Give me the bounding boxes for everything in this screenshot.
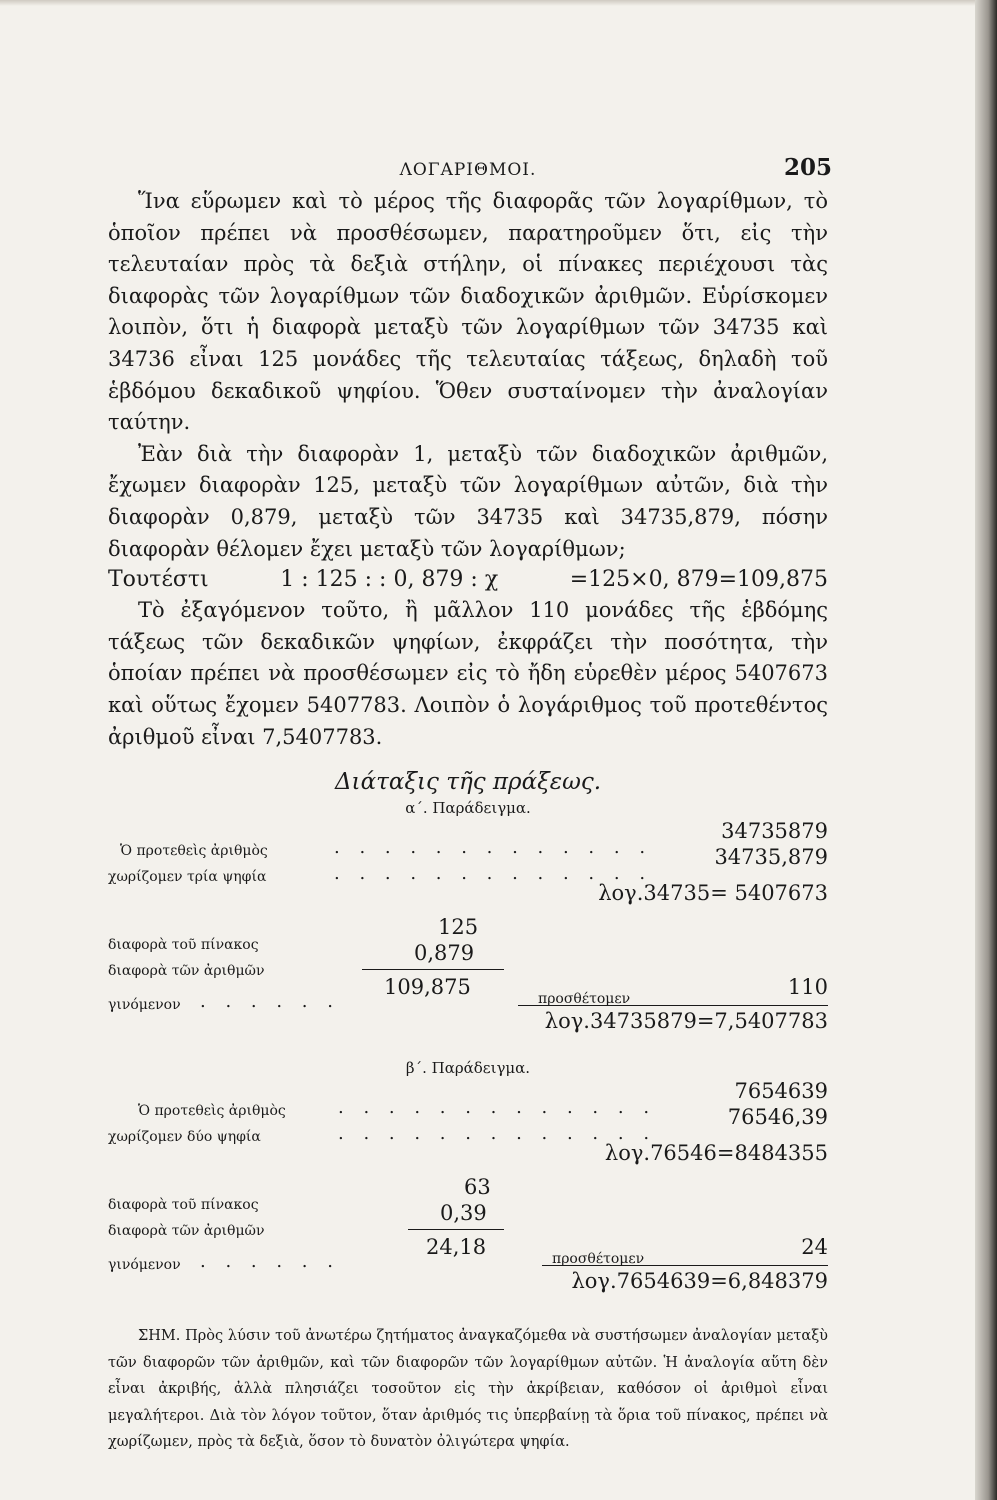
example-2-split-dots: . . . . . . . . . . . . . — [338, 1123, 657, 1145]
example-1-calculation — [108, 819, 828, 1055]
example-1-num-diff-label: διαφορὰ τῶν ἀριθμῶν — [108, 963, 265, 980]
example-2-given-value: 7654639 — [734, 1079, 828, 1104]
example-1-split-label: χωρίζομεν τρία ψηφία — [108, 869, 267, 886]
example-2-given-dots: . . . . . . . . . . . . . — [338, 1097, 657, 1119]
example-2-product-value: 24,18 — [426, 1235, 487, 1260]
example-1-log-line: λογ.34735= 5407673 — [598, 881, 828, 906]
example-1-table-diff-value: 125 — [438, 915, 479, 940]
example-2-split-value: 76546,39 — [727, 1105, 828, 1130]
page-header — [108, 150, 832, 184]
question-paragraph: Ἐὰν διὰ τὴν διαφορὰν 1, μεταξὺ τῶν διαδοχικῶν ἀριθμῶν, ἔχωμεν διαφορὰν 125, μεταξὺ τῶν λογαρίθμων αὐτῶν, διὰ τὴν διαφορὰν 0,879, μεταξὺ τῶν 34735 καὶ 34735,879, πόσην διαφορὰν θέλομεν ἔχει μεταξὺ τῶν λογαρίθμων; — [108, 441, 828, 561]
book-page — [108, 150, 832, 1456]
example-1-given-label: Ὁ προτεθεὶς ἀριθμὸς — [120, 843, 268, 860]
equation-lead: Τουτέστι — [108, 567, 209, 593]
example-1-label: α΄. Παράδειγμα. — [405, 799, 531, 818]
example-2-product-rule — [408, 1229, 504, 1230]
example-1-product-dots: . . . . . . — [200, 991, 340, 1013]
example-1-given-dots: . . . . . . . . . . . . . — [334, 837, 653, 859]
example-2-add-label: προσθέτομεν — [552, 1251, 645, 1268]
example-2-table-diff-label: διαφορὰ τοῦ πίνακος — [108, 1197, 259, 1214]
intro-paragraph: Ἵνα εὕρωμεν καὶ τὸ μέρος τῆς διαφορᾶς τῶν λογαρίθμων, τὸ ὁποῖον πρέπει νὰ προσθέσωμεν, παρατηροῦμεν ὅτι, εἰς τὴν τελευταίαν πρὸς τὰ δεξιὰ στήλην, οἱ πίνακες περιέχουσι τὰς διαφορὰς τῶν λογαρίθμων τῶν διαδοχικῶν ἀριθμῶν. Εὑρίσκομεν λοιπὸν, ὅτι ἡ διαφορὰ μεταξὺ τῶν λογαρίθμων τῶν 34735 καὶ 34736 εἶναι 125 μονάδες τῆς τελευταίας τάξεως, δηλαδὴ τοῦ ἑβδόμου δεκαδικοῦ ψηφίου. Ὅθεν συσταίνομεν τὴν ἀναλογίαν ταύτην. — [108, 189, 828, 435]
example-2-add-value: 24 — [801, 1235, 828, 1260]
equation-result: =125×0, 879=109,875 — [569, 567, 828, 593]
example-1-sum-rule — [518, 1005, 828, 1006]
example-1-add-value: 110 — [787, 975, 828, 1000]
note-paragraph: ΣΗΜ. Πρὸς λύσιν τοῦ ἀνωτέρω ζητήματος ἀναγκαζόμεθα νὰ συστήσωμεν ἀναλογίαν μεταξὺ τῶν διαφορῶν τῶν ἀριθμῶν, καὶ τῶν διαφορῶν τῶν λογαρίθμων αὐτῶν. Ἡ ἀναλογία αὕτη δὲν εἶναι ἀκριβής, ἀλλὰ πλησιάζει τοσοῦτον εἰς τὴν ἀκρίβειαν, καθόσον οἱ ἀριθμοὶ εἶναι μεγαλήτεροι. Διὰ τὸν λόγον τοῦτον, ὅταν ἀριθμός τις ὑπερβαίνῃ τὰ ὅρια τοῦ πίνακος, πρέπει νὰ χωρίζωμεν, πρὸς τὰ δεξιὰ, ὅσον τὸ δυνατὸν ὀλιγώτερα ψηφία. — [108, 1328, 828, 1451]
example-1-table-diff-label: διαφορὰ τοῦ πίνακος — [108, 937, 259, 954]
example-1-product-label: γινόμενον — [108, 997, 181, 1014]
example-2-sum-rule — [542, 1265, 828, 1266]
running-head: ΛΟΓΑΡΙΘΜΟΙ. — [399, 160, 537, 180]
example-1-given-value: 34735879 — [721, 819, 828, 844]
example-1-final-log: λογ.34735879=7,5407783 — [544, 1009, 828, 1034]
page-binding-edge — [975, 0, 997, 1500]
example-2-product-label: γινόμενον — [108, 1257, 181, 1274]
example-1-product-value: 109,875 — [384, 975, 471, 1000]
example-2-split-label: χωρίζομεν δύο ψηφία — [108, 1129, 261, 1146]
result-paragraph: Τὸ ἐξαγόμενον τοῦτο, ἢ μᾶλλον 110 μονάδες τῆς ἑβδόμης τάξεως τῶν δεκαδικῶν ψηφίων, ἐκφράζει τὴν ποσότητα, τὴν ὁποίαν πρέπει νὰ προσθέσωμεν εἰς τὸ ἤδη εὑρεθὲν μέρος 5407673 καὶ οὕτως ἔχομεν 5407783. Λοιπὸν ὁ λογάριθμος τοῦ προτεθέντος ἀριθμοῦ εἶναι 7,5407783. — [108, 598, 828, 749]
example-2-log-line: λογ.76546=8484355 — [604, 1141, 828, 1166]
equation-proportion: 1 : 125 : : 0, 879 : χ — [280, 567, 499, 593]
example-2-table-diff-value: 63 — [464, 1175, 491, 1200]
example-2-num-diff-label: διαφορὰ τῶν ἀριθμῶν — [108, 1223, 265, 1240]
example-2-label: β΄. Παράδειγμα. — [405, 1059, 531, 1078]
page-top-edge — [0, 0, 997, 6]
example-2-final-log: λογ.7654639=6,848379 — [571, 1269, 828, 1294]
example-2-num-diff-value: 0,39 — [440, 1201, 487, 1226]
example-2-calculation — [108, 1079, 828, 1315]
example-1-product-rule — [362, 969, 504, 970]
section-title: Διάταξις τῆς πράξεως. — [334, 769, 602, 796]
page-number: 205 — [783, 154, 832, 181]
example-2-product-dots: . . . . . . — [200, 1251, 340, 1273]
example-1-add-label: προσθέτομεν — [538, 991, 631, 1008]
proportion-equation — [108, 565, 828, 595]
example-2-given-label: Ὁ προτεθεὶς ἀριθμὸς — [138, 1103, 286, 1120]
example-1-split-value: 34735,879 — [714, 845, 828, 870]
example-1-num-diff-value: 0,879 — [414, 941, 475, 966]
example-1-split-dots: . . . . . . . . . . . . . — [334, 863, 653, 885]
